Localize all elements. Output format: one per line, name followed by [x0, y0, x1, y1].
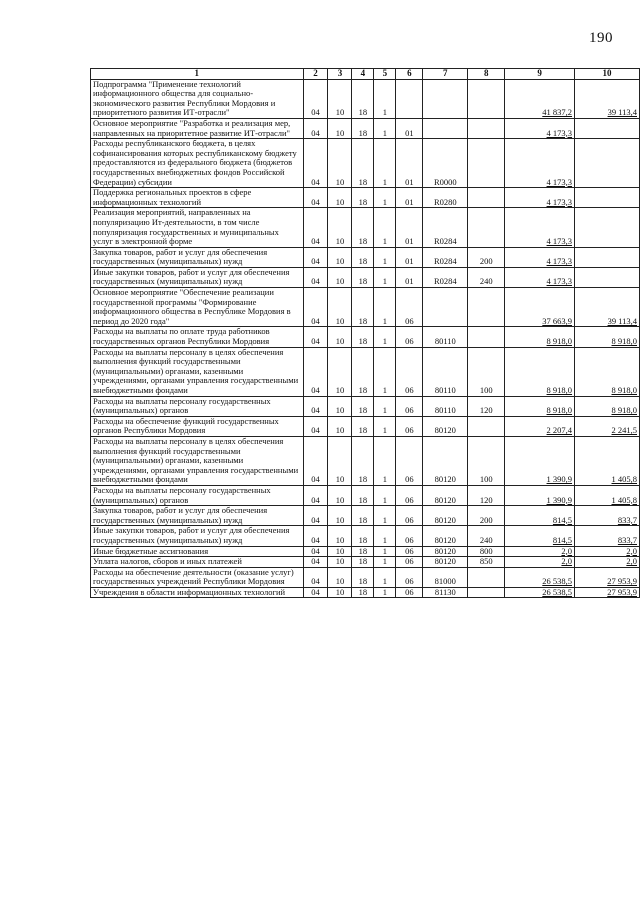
- code-cell: 1: [374, 267, 396, 287]
- code-cell: [468, 567, 505, 587]
- amount-cell: 26 538,5: [505, 587, 575, 598]
- code-cell: 10: [328, 396, 352, 416]
- code-cell: 01: [396, 118, 423, 138]
- code-cell: 1: [374, 587, 396, 598]
- table-row: [91, 436, 640, 485]
- code-cell: [468, 139, 505, 188]
- row-name-cell: Иные закупки товаров, работ и услуг для обеспечения государственных (муниципальных) нужд: [91, 526, 304, 546]
- code-cell: 800: [468, 546, 505, 557]
- row-name-cell: Закупка товаров, работ и услуг для обеспечения государственных (муниципальных) нужд: [91, 506, 304, 526]
- code-cell: 04: [303, 267, 328, 287]
- code-cell: 04: [303, 557, 328, 568]
- code-cell: 80120: [423, 436, 468, 485]
- table-row: [91, 557, 640, 568]
- table-row: [91, 546, 640, 557]
- code-cell: 1: [374, 567, 396, 587]
- amount-cell: 814,5: [505, 506, 575, 526]
- budget-table: [90, 68, 640, 598]
- code-cell: 18: [352, 506, 374, 526]
- amount-cell: [575, 267, 640, 287]
- code-cell: 1: [374, 288, 396, 327]
- code-cell: [468, 587, 505, 598]
- code-cell: R0284: [423, 267, 468, 287]
- code-cell: 1: [374, 526, 396, 546]
- table-row: [91, 139, 640, 188]
- code-cell: 10: [328, 267, 352, 287]
- amount-cell: 2,0: [505, 557, 575, 568]
- code-cell: 18: [352, 546, 374, 557]
- column-header: 1: [91, 69, 304, 80]
- code-cell: 18: [352, 557, 374, 568]
- column-header: 5: [374, 69, 396, 80]
- code-cell: 1: [374, 79, 396, 118]
- column-header: 3: [328, 69, 352, 80]
- table-row: [91, 506, 640, 526]
- code-cell: 10: [328, 118, 352, 138]
- code-cell: [468, 416, 505, 436]
- code-cell: 1: [374, 436, 396, 485]
- row-name-cell: Основное мероприятие "Обеспечение реализации государственной программы "Формирование информационного общества в Республике Мордовия в период до 2020 года": [91, 288, 304, 327]
- code-cell: 1: [374, 118, 396, 138]
- code-cell: 18: [352, 139, 374, 188]
- code-cell: 10: [328, 506, 352, 526]
- code-cell: 06: [396, 347, 423, 396]
- code-cell: 100: [468, 347, 505, 396]
- code-cell: 1: [374, 327, 396, 347]
- row-name-cell: Иные бюджетные ассигнования: [91, 546, 304, 557]
- code-cell: 06: [396, 416, 423, 436]
- code-cell: 01: [396, 188, 423, 208]
- code-cell: 04: [303, 436, 328, 485]
- amount-cell: 1 405,8: [575, 436, 640, 485]
- code-cell: 18: [352, 208, 374, 247]
- code-cell: 200: [468, 247, 505, 267]
- row-name-cell: Закупка товаров, работ и услуг для обеспечения государственных (муниципальных) нужд: [91, 247, 304, 267]
- amount-cell: 8 918,0: [505, 327, 575, 347]
- code-cell: [396, 79, 423, 118]
- amount-cell: [575, 188, 640, 208]
- code-cell: 04: [303, 327, 328, 347]
- amount-cell: 26 538,5: [505, 567, 575, 587]
- code-cell: 18: [352, 485, 374, 505]
- amount-cell: 4 173,3: [505, 208, 575, 247]
- code-cell: 10: [328, 567, 352, 587]
- code-cell: 80110: [423, 327, 468, 347]
- code-cell: 06: [396, 526, 423, 546]
- row-name-cell: Расходы на обеспечение деятельности (оказание услуг) государственных учреждений Республики Мордовия: [91, 567, 304, 587]
- code-cell: 18: [352, 436, 374, 485]
- table-row: [91, 347, 640, 396]
- code-cell: 01: [396, 267, 423, 287]
- code-cell: 10: [328, 139, 352, 188]
- code-cell: [468, 288, 505, 327]
- code-cell: 81000: [423, 567, 468, 587]
- code-cell: 06: [396, 546, 423, 557]
- code-cell: 06: [396, 567, 423, 587]
- code-cell: 80120: [423, 526, 468, 546]
- code-cell: 06: [396, 485, 423, 505]
- code-cell: 04: [303, 288, 328, 327]
- code-cell: 04: [303, 208, 328, 247]
- code-cell: 04: [303, 79, 328, 118]
- code-cell: 18: [352, 79, 374, 118]
- column-header: 4: [352, 69, 374, 80]
- code-cell: [468, 79, 505, 118]
- code-cell: 18: [352, 347, 374, 396]
- code-cell: 04: [303, 247, 328, 267]
- row-name-cell: Иные закупки товаров, работ и услуг для обеспечения государственных (муниципальных) нужд: [91, 267, 304, 287]
- amount-cell: 2,0: [505, 546, 575, 557]
- amount-cell: 4 173,3: [505, 139, 575, 188]
- code-cell: 18: [352, 526, 374, 546]
- code-cell: R0280: [423, 188, 468, 208]
- code-cell: 80120: [423, 557, 468, 568]
- code-cell: 10: [328, 416, 352, 436]
- code-cell: 18: [352, 587, 374, 598]
- table-body: [91, 79, 640, 598]
- amount-cell: 833,7: [575, 506, 640, 526]
- amount-cell: 2,0: [575, 546, 640, 557]
- code-cell: 10: [328, 247, 352, 267]
- table-row: [91, 587, 640, 598]
- code-cell: 80120: [423, 416, 468, 436]
- amount-cell: 2 207,4: [505, 416, 575, 436]
- row-name-cell: Расходы на выплаты персоналу государственных (муниципальных) органов: [91, 396, 304, 416]
- amount-cell: [575, 208, 640, 247]
- code-cell: R0284: [423, 208, 468, 247]
- amount-cell: 27 953,9: [575, 587, 640, 598]
- table-row: [91, 526, 640, 546]
- amount-cell: 39 113,4: [575, 288, 640, 327]
- code-cell: 10: [328, 587, 352, 598]
- code-cell: 1: [374, 347, 396, 396]
- code-cell: 06: [396, 557, 423, 568]
- code-cell: 1: [374, 485, 396, 505]
- amount-cell: [575, 247, 640, 267]
- code-cell: 10: [328, 526, 352, 546]
- code-cell: 1: [374, 139, 396, 188]
- code-cell: [468, 118, 505, 138]
- page-number: 190: [589, 30, 613, 46]
- amount-cell: 39 113,4: [575, 79, 640, 118]
- code-cell: 120: [468, 485, 505, 505]
- code-cell: 80120: [423, 485, 468, 505]
- row-name-cell: Расходы на выплаты персоналу в целях обеспечения выполнения функций государственными (муниципальными) органами, казенными учреждениями, органами управления государственными внебюджетными фондами: [91, 347, 304, 396]
- code-cell: 04: [303, 506, 328, 526]
- code-cell: 06: [396, 327, 423, 347]
- code-cell: [468, 188, 505, 208]
- table-row: [91, 188, 640, 208]
- table-row: [91, 118, 640, 138]
- code-cell: 10: [328, 485, 352, 505]
- code-cell: 80110: [423, 396, 468, 416]
- code-cell: 04: [303, 526, 328, 546]
- code-cell: 18: [352, 416, 374, 436]
- code-cell: 1: [374, 396, 396, 416]
- code-cell: [423, 118, 468, 138]
- amount-cell: 8 918,0: [575, 347, 640, 396]
- row-name-cell: Расходы на выплаты персоналу в целях обеспечения выполнения функций государственными (муниципальными) органами, казенными учреждениями, органами управления государственными внебюджетными фондами: [91, 436, 304, 485]
- code-cell: 18: [352, 567, 374, 587]
- code-cell: R0284: [423, 247, 468, 267]
- code-cell: 04: [303, 347, 328, 396]
- code-cell: 10: [328, 288, 352, 327]
- code-cell: 10: [328, 79, 352, 118]
- table-row: [91, 327, 640, 347]
- amount-cell: 8 918,0: [575, 327, 640, 347]
- code-cell: 06: [396, 436, 423, 485]
- code-cell: 06: [396, 587, 423, 598]
- row-name-cell: Уплата налогов, сборов и иных платежей: [91, 557, 304, 568]
- code-cell: 18: [352, 327, 374, 347]
- column-header: 10: [575, 69, 640, 80]
- column-header: 8: [468, 69, 505, 80]
- amount-cell: 4 173,3: [505, 118, 575, 138]
- table-row: [91, 208, 640, 247]
- code-cell: 18: [352, 118, 374, 138]
- code-cell: R0000: [423, 139, 468, 188]
- amount-cell: 8 918,0: [505, 347, 575, 396]
- code-cell: 06: [396, 288, 423, 327]
- amount-cell: 8 918,0: [505, 396, 575, 416]
- amount-cell: 27 953,9: [575, 567, 640, 587]
- amount-cell: 4 173,3: [505, 267, 575, 287]
- amount-cell: [575, 139, 640, 188]
- amount-cell: 1 390,9: [505, 436, 575, 485]
- amount-cell: 37 663,9: [505, 288, 575, 327]
- code-cell: 10: [328, 327, 352, 347]
- code-cell: 80120: [423, 506, 468, 526]
- table-row: [91, 79, 640, 118]
- code-cell: 80110: [423, 347, 468, 396]
- table-row: [91, 247, 640, 267]
- code-cell: 10: [328, 436, 352, 485]
- code-cell: 01: [396, 139, 423, 188]
- row-name-cell: Расходы республиканского бюджета, в целях софинансирования которых республиканскому бюджету предоставляются из федерального бюджета (бюджетов государственных внебюджетных фондов Российской Федерации) субсидии: [91, 139, 304, 188]
- amount-cell: 814,5: [505, 526, 575, 546]
- code-cell: 18: [352, 188, 374, 208]
- code-cell: 200: [468, 506, 505, 526]
- amount-cell: 1 405,8: [575, 485, 640, 505]
- column-header: 9: [505, 69, 575, 80]
- amount-cell: 8 918,0: [575, 396, 640, 416]
- column-header: 6: [396, 69, 423, 80]
- code-cell: 10: [328, 557, 352, 568]
- code-cell: 01: [396, 208, 423, 247]
- code-cell: 04: [303, 567, 328, 587]
- column-header: 7: [423, 69, 468, 80]
- code-cell: 10: [328, 347, 352, 396]
- code-cell: 81130: [423, 587, 468, 598]
- code-cell: 18: [352, 396, 374, 416]
- code-cell: [423, 288, 468, 327]
- table-row: [91, 396, 640, 416]
- table-row: [91, 267, 640, 287]
- amount-cell: [575, 118, 640, 138]
- row-name-cell: Подпрограмма "Применение технологий информационного общества для социально-экономического развития Республики Мордовия и приоритетного развития ИТ-отрасли": [91, 79, 304, 118]
- code-cell: 1: [374, 247, 396, 267]
- amount-cell: 41 837,2: [505, 79, 575, 118]
- header-row: [91, 69, 640, 80]
- code-cell: 04: [303, 188, 328, 208]
- code-cell: 04: [303, 396, 328, 416]
- code-cell: 1: [374, 557, 396, 568]
- code-cell: 240: [468, 267, 505, 287]
- code-cell: [423, 79, 468, 118]
- table-row: [91, 416, 640, 436]
- table-row: [91, 567, 640, 587]
- row-name-cell: Учреждения в области информационных технологий: [91, 587, 304, 598]
- code-cell: 1: [374, 506, 396, 526]
- code-cell: 04: [303, 139, 328, 188]
- amount-cell: 1 390,9: [505, 485, 575, 505]
- code-cell: 100: [468, 436, 505, 485]
- code-cell: 18: [352, 247, 374, 267]
- amount-cell: 833,7: [575, 526, 640, 546]
- table-row: [91, 485, 640, 505]
- amount-cell: 4 173,3: [505, 247, 575, 267]
- code-cell: 1: [374, 546, 396, 557]
- column-header: 2: [303, 69, 328, 80]
- code-cell: 1: [374, 416, 396, 436]
- code-cell: 01: [396, 247, 423, 267]
- row-name-cell: Расходы на обеспечение функций государственных органов Республики Мордовия: [91, 416, 304, 436]
- code-cell: [468, 208, 505, 247]
- row-name-cell: Расходы на выплаты по оплате труда работников государственных органов Республики Мордовия: [91, 327, 304, 347]
- code-cell: [468, 327, 505, 347]
- code-cell: 04: [303, 485, 328, 505]
- table-row: [91, 288, 640, 327]
- code-cell: 80120: [423, 546, 468, 557]
- row-name-cell: Реализация мероприятий, направленных на популяризацию Ит-деятельности, в том числе популяризация государственных и муниципальных услуг в электронной форме: [91, 208, 304, 247]
- code-cell: 04: [303, 546, 328, 557]
- code-cell: 240: [468, 526, 505, 546]
- code-cell: 10: [328, 208, 352, 247]
- code-cell: 04: [303, 118, 328, 138]
- code-cell: 04: [303, 416, 328, 436]
- code-cell: 10: [328, 188, 352, 208]
- code-cell: 18: [352, 267, 374, 287]
- row-name-cell: Основное мероприятие "Разработка и реализация мер, направленных на приоритетное развитие ИТ-отрасли": [91, 118, 304, 138]
- row-name-cell: Расходы на выплаты персоналу государственных (муниципальных) органов: [91, 485, 304, 505]
- code-cell: 850: [468, 557, 505, 568]
- code-cell: 120: [468, 396, 505, 416]
- amount-cell: 2 241,5: [575, 416, 640, 436]
- amount-cell: 4 173,3: [505, 188, 575, 208]
- code-cell: 1: [374, 188, 396, 208]
- code-cell: 1: [374, 208, 396, 247]
- code-cell: 06: [396, 506, 423, 526]
- code-cell: 04: [303, 587, 328, 598]
- code-cell: 10: [328, 546, 352, 557]
- amount-cell: 2,0: [575, 557, 640, 568]
- code-cell: 06: [396, 396, 423, 416]
- code-cell: 18: [352, 288, 374, 327]
- row-name-cell: Поддержка региональных проектов в сфере информационных технологий: [91, 188, 304, 208]
